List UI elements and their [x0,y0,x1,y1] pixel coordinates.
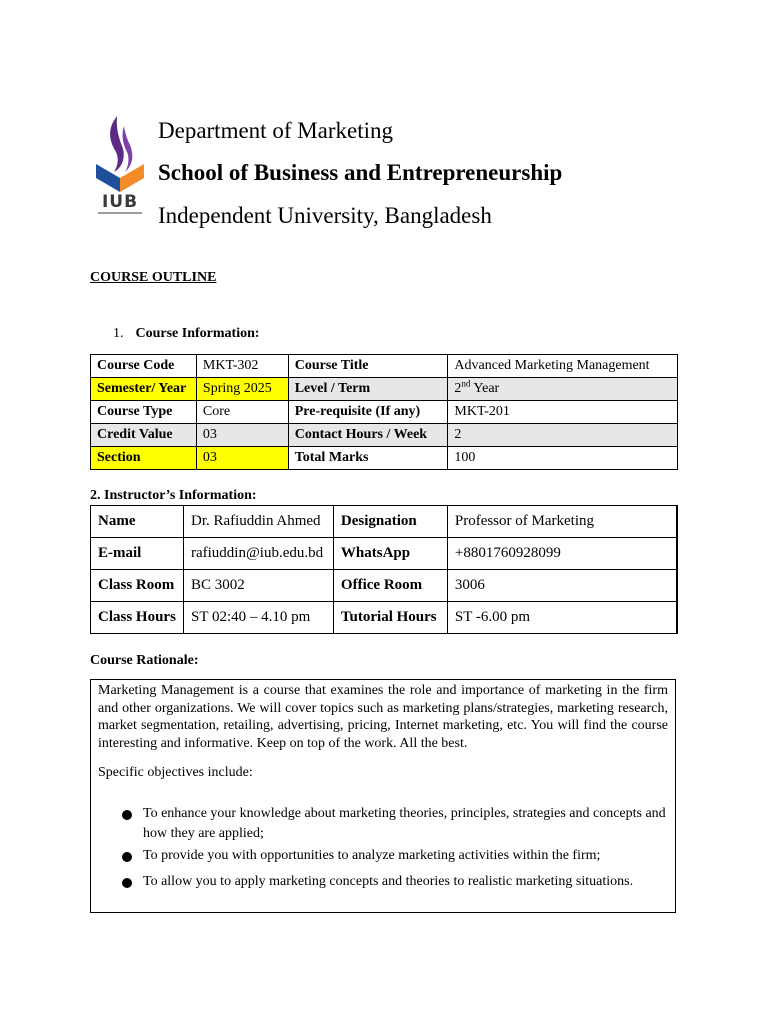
level-year-word: Year [470,381,500,396]
email-label: E-mail [91,538,184,570]
table-row [91,447,678,470]
designation-label: Designation [333,506,447,538]
iub-logo [92,112,148,220]
logo-text: IUB [101,192,139,212]
table-row [91,401,678,424]
list-item [98,872,668,892]
table-row [91,378,678,401]
class-room-value: BC 3002 [183,570,333,602]
course-code-value: MKT-302 [196,355,288,378]
name-label: Name [91,506,184,538]
semester-year-value: Spring 2025 [196,378,288,401]
table-row [91,602,678,634]
course-code-label: Course Code [91,355,197,378]
table-row [91,424,678,447]
course-title-label: Course Title [288,355,448,378]
objective-text: To allow you to apply marketing concepts and theories to realistic marketing situations. [143,874,634,889]
objectives-list [98,804,668,892]
contact-hours-value: 2 [448,424,678,447]
class-hours-label: Class Hours [91,602,184,634]
table-row [91,506,678,538]
whatsapp-label: WhatsApp [333,538,447,570]
tutorial-hours-label: Tutorial Hours [333,602,447,634]
prerequisite-value: MKT-201 [448,401,678,424]
tutorial-hours-value: ST -6.00 pm [447,602,677,634]
objective-text: To provide you with opportunities to analyze marketing activities within the firm; [143,848,601,863]
bullet-icon [122,810,132,820]
course-title-value: Advanced Marketing Management [448,355,678,378]
section-2-heading: 2. Instructor’s Information: [90,488,257,503]
bullet-icon [122,878,132,888]
section-label: Section [91,447,197,470]
designation-value: Professor of Marketing [447,506,677,538]
table-row [91,355,678,378]
list-item [98,804,668,844]
list-item [98,846,668,866]
objective-text: To enhance your knowledge about marketing theories, principles, strategies and concepts and how they are applied; [143,806,666,841]
section-1-heading [113,325,260,343]
total-marks-value: 100 [448,447,678,470]
rationale-paragraph: Marketing Management is a course that examines the role and importance of marketing in the firm and other organizations. We will cover topics such as marketing plans/strategies, marketing research, market segmentation, retailing, advertising, pricing, Internet marketing, etc. You will find the course interesting and informative. Keep on top of the work. All the best. [98,683,668,751]
section-1-number: 1. [113,326,124,341]
course-rationale-box [90,679,676,913]
course-outline-title: COURSE OUTLINE [90,270,217,285]
prerequisite-label: Pre-requisite (If any) [288,401,448,424]
course-type-value: Core [196,401,288,424]
course-rationale-title: Course Rationale: [90,653,199,668]
course-info-table [90,354,678,470]
level-term-label: Level / Term [288,378,448,401]
contact-hours-label: Contact Hours / Week [288,424,448,447]
university-name: Independent University, Bangladesh [158,203,492,228]
level-number: 2 [454,381,462,396]
section-1-title: Course Information: [135,326,260,341]
school-name: School of Business and Entrepreneurship [158,160,563,185]
email-value: rafiuddin@iub.edu.bd [183,538,333,570]
credit-value-label: Credit Value [91,424,197,447]
instructor-info-table [90,505,678,634]
class-hours-value: ST 02:40 – 4.10 pm [183,602,333,634]
class-room-label: Class Room [91,570,184,602]
level-term-value [448,378,678,401]
office-room-label: Office Room [333,570,447,602]
level-ordinal-suffix: nd [461,378,471,389]
name-value: Dr. Rafiuddin Ahmed [183,506,333,538]
department-name: Department of Marketing [158,118,394,143]
office-room-value: 3006 [447,570,677,602]
section-value: 03 [196,447,288,470]
whatsapp-value: +8801760928099 [447,538,677,570]
objectives-intro: Specific objectives include: [98,765,253,780]
semester-year-label: Semester/ Year [91,378,197,401]
credit-value-value: 03 [196,424,288,447]
course-type-label: Course Type [91,401,197,424]
table-row [91,570,678,602]
bullet-icon [122,852,132,862]
total-marks-label: Total Marks [288,447,448,470]
table-row [91,538,678,570]
